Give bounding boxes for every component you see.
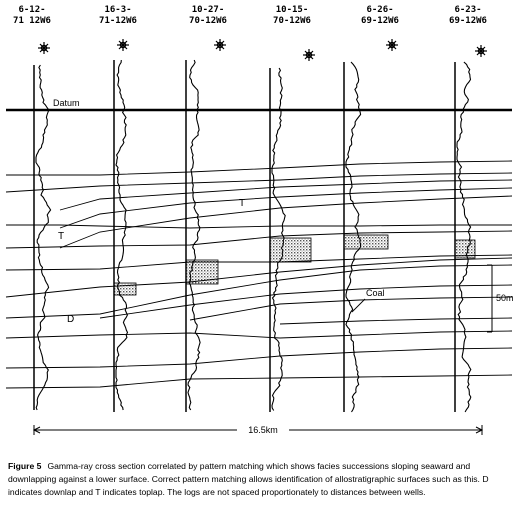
correlation-surface bbox=[6, 331, 512, 338]
figure-number: Figure 5 bbox=[8, 461, 42, 471]
gas-well-icon bbox=[38, 42, 50, 54]
gas-well-icon bbox=[475, 45, 487, 57]
correlation-surface bbox=[6, 173, 512, 192]
correlation-surface bbox=[6, 348, 512, 368]
downlap-label: D bbox=[67, 314, 75, 325]
coal-label: Coal bbox=[366, 288, 385, 298]
correlation-surface bbox=[60, 180, 512, 210]
toplap-label-a: T bbox=[58, 231, 65, 242]
well-label-3-line2: 70-12W6 bbox=[189, 16, 227, 26]
well-label-1-line2: 71 12W6 bbox=[13, 16, 51, 26]
well-label-4-line1: 10-15- bbox=[275, 5, 309, 15]
correlation-lines bbox=[6, 110, 512, 388]
correlation-surface bbox=[280, 318, 512, 324]
stippled-units bbox=[114, 235, 475, 295]
well-symbols bbox=[38, 39, 487, 61]
well-label-2-line2: 71-12W6 bbox=[99, 16, 137, 26]
well-label-5-line1: 6-26- bbox=[366, 5, 394, 15]
gas-well-icon bbox=[117, 39, 129, 51]
distance-label: 16.5km bbox=[248, 425, 278, 435]
well-label-4-line2: 70-12W6 bbox=[273, 16, 311, 26]
caption-text: Gamma-ray cross section correlated by pattern matching which shows facies successions sloping seaward and downlapping against a lower surface. Correct pattern matching allows identification of allostratigraphic surfaces such as this. D indicates downlap and T indicates toplap. The logs are not spaced proportionately to distances between wells. bbox=[8, 461, 489, 497]
well-label-6-line2: 69-12W6 bbox=[449, 16, 487, 26]
correlation-surface bbox=[6, 225, 512, 228]
stippled-body-well4 bbox=[270, 238, 311, 262]
figure-caption bbox=[8, 460, 513, 499]
gas-well-icon bbox=[214, 39, 226, 51]
correlation-surface bbox=[190, 297, 512, 320]
gamma-ray-trace bbox=[36, 65, 51, 410]
gas-well-icon bbox=[386, 39, 398, 51]
correlation-surface bbox=[6, 161, 512, 175]
gamma-ray-trace bbox=[116, 60, 128, 410]
well-label-2-line1: 16-3- bbox=[104, 5, 132, 15]
coal-pointer bbox=[352, 299, 365, 312]
gamma-ray-logs bbox=[36, 60, 471, 412]
stippled-body-well5 bbox=[344, 235, 388, 249]
correlation-surface bbox=[6, 255, 512, 270]
scale-label: 50m bbox=[496, 293, 514, 303]
correlation-surface bbox=[6, 258, 512, 297]
well-label-6-line1: 6-23- bbox=[454, 5, 482, 15]
correlation-surface bbox=[6, 375, 512, 388]
vertical-scale-bar bbox=[487, 265, 492, 332]
gamma-ray-trace bbox=[457, 62, 471, 412]
well-label-5-line2: 69-12W6 bbox=[361, 16, 399, 26]
toplap-label-b: T bbox=[239, 198, 246, 209]
downlap-surface bbox=[6, 265, 512, 318]
correlation-surface bbox=[100, 285, 512, 318]
datum-label: Datum bbox=[53, 98, 80, 108]
well-label-1-line1: 6-12- bbox=[18, 5, 46, 15]
well-label-3-line1: 10-27- bbox=[191, 5, 225, 15]
gamma-ray-trace bbox=[188, 60, 200, 410]
gas-well-icon bbox=[303, 49, 315, 61]
